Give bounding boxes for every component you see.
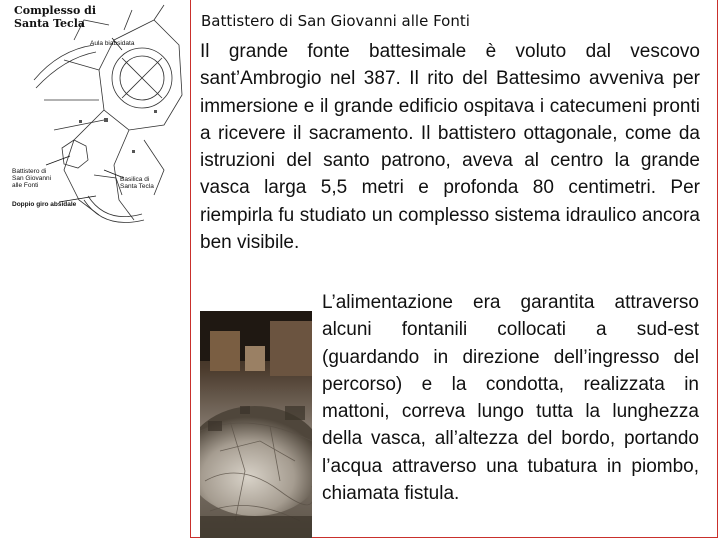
plan-title-line1: Complesso di <box>14 4 97 17</box>
plan-label-aula: Aula biabsidata <box>90 40 135 47</box>
article-paragraph-2: L’alimentazione era garantita attraverso alcuni fontanili collocati a sud-est (guardando in direzione dell’ingresso del percorso) e la condotta, realizzata in mattoni, correva lungo tutta la lunghezza della vasca, all’altezza del bordo, portando l’acqua attraverso una tubatura in piombo, chiamata fistula. <box>322 292 699 505</box>
plan-title-line2: Santa Tecla <box>14 17 86 30</box>
plan-label-battistero-line2: San Giovanni <box>12 175 52 182</box>
site-plan-drawing <box>4 0 190 232</box>
plan-label-battistero-line3: alle Fonti <box>12 182 39 189</box>
plan-label-basilica-line1: Basilica di <box>120 176 150 183</box>
excavation-photo <box>200 311 312 538</box>
article-title: Battistero di San Giovanni alle Fonti <box>201 12 470 30</box>
plan-lines-svg <box>4 0 190 232</box>
article-paragraph-1: Il grande fonte battesimale è voluto dal vescovo sant’Ambrogio nel 387. Il rito del Battesimo avveniva per immersione e il grande edificio ospitava i catecumeni pronti a ricevere il sacramento. Il battistero ottagonale, come da istruzioni del santo patrono, aveva al centro la grande vasca larga 5,5 metri e profonda 80 centimetri. Per riempirla fu studiato un complesso sistema idraulico ancora ben visibile. <box>200 41 700 254</box>
plan-label-doppio-giro: Doppio giro absidale <box>12 201 77 208</box>
plan-label-basilica <box>120 176 154 190</box>
excavation-photo-svg <box>200 311 312 538</box>
plan-title <box>14 4 96 30</box>
plan-label-basilica-line2: Santa Tecla <box>120 183 154 190</box>
plan-label-battistero-line1: Battistero di <box>12 168 47 175</box>
plan-label-battistero <box>12 168 51 189</box>
